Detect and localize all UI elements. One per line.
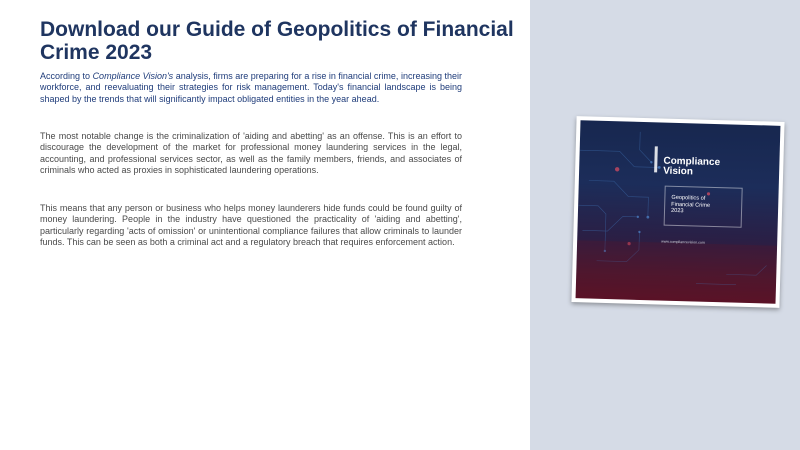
page-title: Download our Guide of Geopolitics of Financial Crime 2023	[40, 18, 514, 64]
cover-title-line3: 2023	[670, 207, 684, 215]
intro-prefix: According to	[40, 71, 93, 81]
cover-title-line2: Financial Crime	[671, 201, 711, 209]
book-frame	[571, 116, 784, 308]
body-paragraph: This means that any person or business who helps money launderers hide funds could be found guilty of money laundering. People in the industry have questioned the practicality of 'aiding and abetting', particularly regarding 'acts of omission' or unintentional compliance failures that allow criminals to launder funds. This can be seen as both a criminal act and a regulatory breach that requires enforcement action.	[40, 203, 462, 247]
cover-brand-logo	[663, 157, 720, 179]
cover-brand-line2: Vision	[662, 165, 694, 178]
cover-url: www.compliancevision.com	[661, 239, 705, 245]
intro-rest: analysis, firms are preparing for a rise in financial crime, increasing their workforce, and reevaluating their strategies for risk management. Today's financial landscape is being shaped by the trends that will significantly impact obligated entities in the year ahead.	[40, 71, 462, 104]
book-cover	[576, 120, 781, 304]
intro-paragraph	[40, 71, 462, 105]
cover-title-line1: Geopolitics of	[671, 194, 706, 202]
guide-cover-image[interactable]	[571, 116, 784, 308]
body-paragraph: The most notable change is the criminalization of 'aiding and abetting' as an offense. This is an effort to discourage the development of the market for professional money laundering services in the legal, accounting, and professional services sector, as well as the family members, friends, and associates of criminals who acted as proxies in sophisticated laundering operations.	[40, 131, 462, 175]
intro-source: Compliance Vision's	[92, 71, 174, 81]
cover-brand-line1: Compliance	[663, 155, 721, 169]
cover-title-box	[664, 186, 743, 228]
